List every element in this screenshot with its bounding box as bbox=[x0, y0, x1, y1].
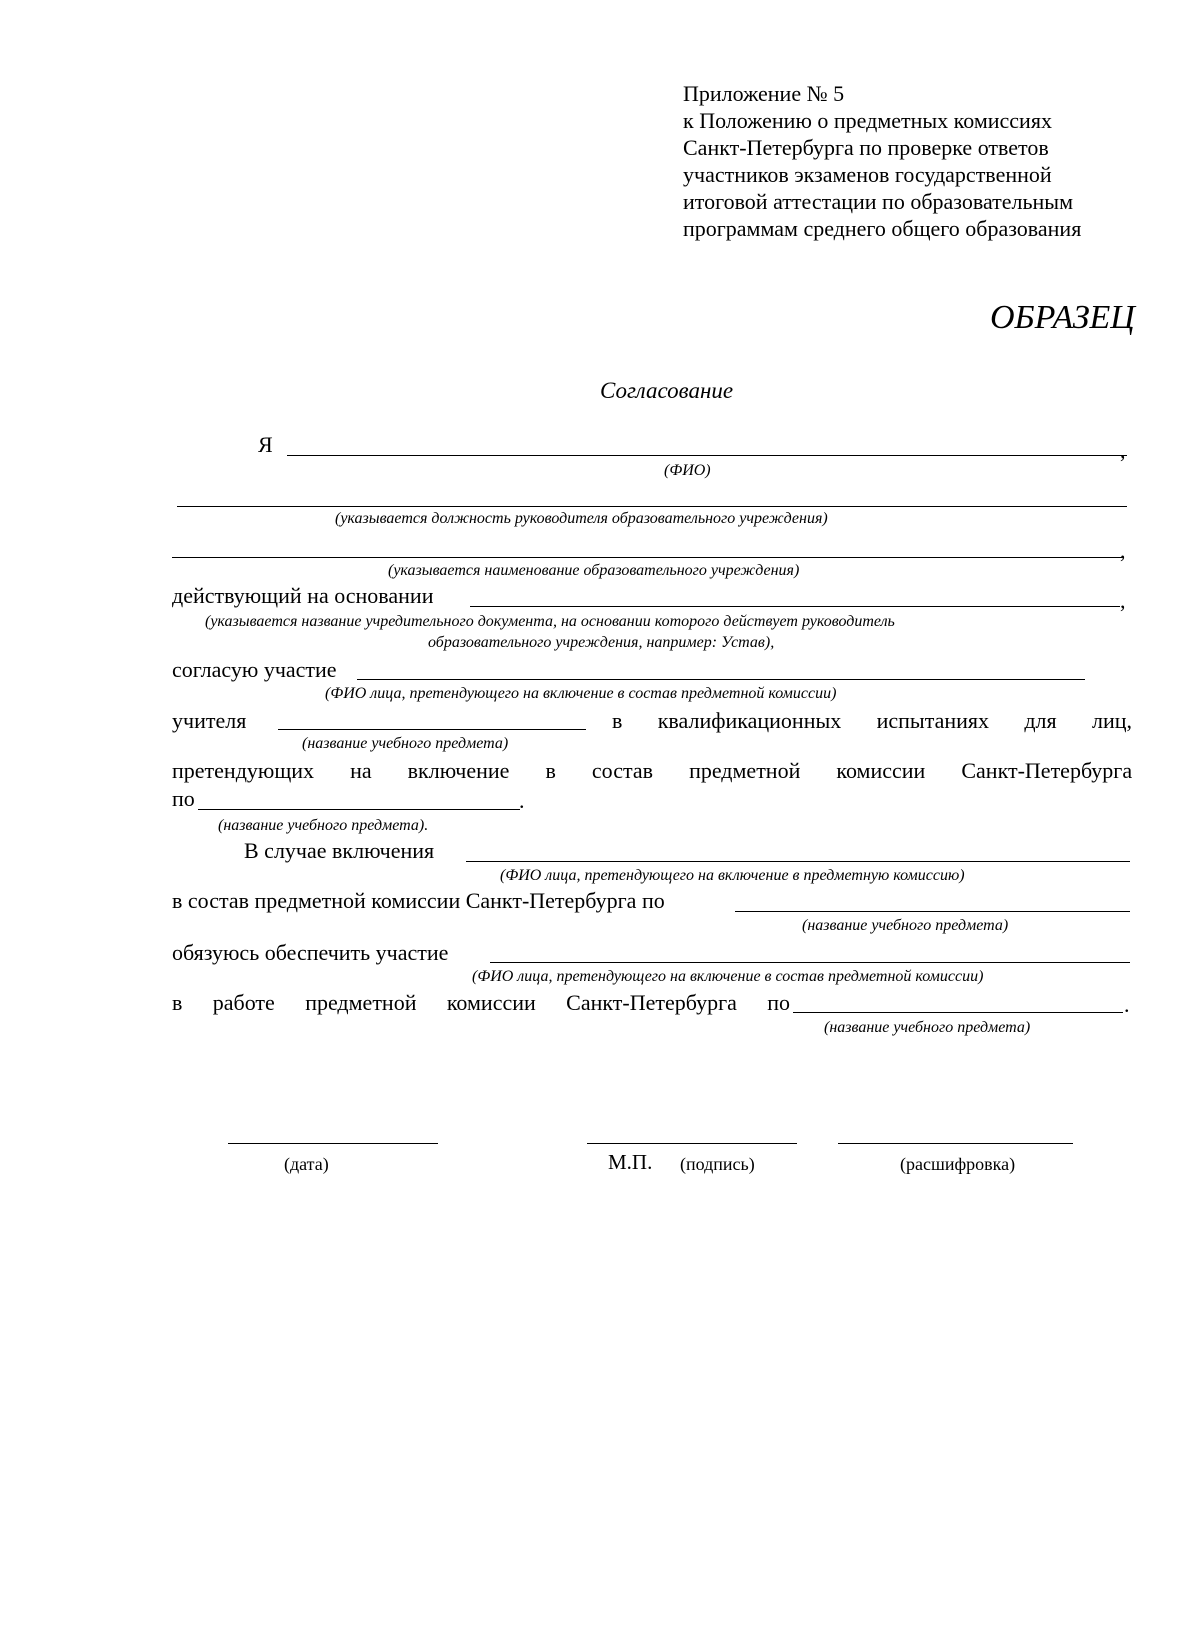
word: включение bbox=[407, 758, 510, 783]
word: Санкт-Петербурга bbox=[961, 758, 1133, 783]
word: предметной bbox=[305, 990, 417, 1015]
header-line: итоговой аттестации по образовательным bbox=[683, 189, 1074, 214]
appendix-header bbox=[683, 80, 1081, 242]
document-caption: (указывается название учредительного документа, на основании которого действует руководитель bbox=[205, 613, 895, 630]
word: предметной bbox=[689, 758, 801, 783]
word: комиссии bbox=[836, 758, 926, 783]
teacher-label: учителя bbox=[172, 708, 247, 733]
word: по bbox=[767, 990, 791, 1015]
mp-label: М.П. bbox=[608, 1150, 653, 1174]
document-caption: образовательного учреждения, например: Устав), bbox=[428, 634, 775, 651]
subject-caption: (название учебного предмета) bbox=[302, 735, 509, 752]
subject-field-line-1[interactable] bbox=[278, 729, 586, 730]
comma: , bbox=[1120, 438, 1126, 463]
in-case-label: В случае включения bbox=[244, 838, 435, 863]
word: для bbox=[1024, 708, 1057, 733]
word: Санкт-Петербурга bbox=[566, 990, 737, 1015]
position-field-line[interactable] bbox=[177, 506, 1127, 507]
sign-label: (подпись) bbox=[680, 1154, 755, 1174]
comma: , bbox=[1120, 538, 1126, 563]
subject-caption: (название учебного предмета) bbox=[802, 917, 1009, 934]
ensure-label: обязуюсь обеспечить участие bbox=[172, 940, 449, 965]
institution-field-line[interactable] bbox=[172, 557, 1122, 558]
candidate-field-line[interactable] bbox=[357, 679, 1085, 680]
header-line: участников экзаменов государственной bbox=[683, 162, 1052, 187]
teacher-rest bbox=[612, 708, 1132, 734]
word: испытаниях bbox=[876, 708, 990, 733]
header-line: Приложение № 5 bbox=[683, 81, 845, 106]
position-caption: (указывается должность руководителя образовательного учреждения) bbox=[335, 510, 828, 527]
ensure-caption: (ФИО лица, претендующего на включение в состав предметной комиссии) bbox=[472, 968, 984, 985]
subject-field-line-3[interactable] bbox=[735, 911, 1130, 912]
sign-field-line[interactable] bbox=[587, 1143, 797, 1144]
institution-caption: (указывается наименование образовательного учреждения) bbox=[388, 562, 800, 579]
sample-stamp: ОБРАЗЕЦ bbox=[990, 299, 1135, 336]
word: работе bbox=[212, 990, 275, 1015]
header-line: Санкт-Петербурга по проверке ответов bbox=[683, 135, 1049, 160]
acting-label: действующий на основании bbox=[172, 583, 434, 608]
document-field-line[interactable] bbox=[470, 606, 1120, 607]
word: в bbox=[545, 758, 556, 783]
subject-caption: (название учебного предмета) bbox=[824, 1019, 1031, 1036]
word: лиц, bbox=[1092, 708, 1133, 733]
header-line: программам среднего общего образования bbox=[683, 216, 1082, 241]
period: . bbox=[1124, 992, 1130, 1017]
candidate-field-line-3[interactable] bbox=[490, 962, 1130, 963]
in-case-caption: (ФИО лица, претендующего на включение в предметную комиссию) bbox=[500, 867, 965, 884]
work-line bbox=[172, 990, 790, 1016]
commission-label: в состав предметной комиссии Санкт-Петербурга по bbox=[172, 888, 665, 913]
claiming-line bbox=[172, 758, 1132, 784]
word: на bbox=[350, 758, 372, 783]
fio-caption: (ФИО) bbox=[664, 462, 711, 479]
candidate-caption: (ФИО лица, претендующего на включение в состав предметной комиссии) bbox=[325, 685, 837, 702]
word: квалификационных bbox=[657, 708, 842, 733]
decode-label: (расшифровка) bbox=[900, 1154, 1016, 1174]
decode-field-line[interactable] bbox=[838, 1143, 1073, 1144]
word: в bbox=[172, 990, 183, 1015]
agree-label: согласую участие bbox=[172, 657, 337, 682]
po-label: по bbox=[172, 786, 195, 811]
fio-field-line[interactable] bbox=[287, 455, 1127, 456]
word: претендующих bbox=[172, 758, 315, 783]
word: состав bbox=[591, 758, 654, 783]
document-title: Согласование bbox=[600, 378, 734, 403]
candidate-field-line-2[interactable] bbox=[466, 861, 1130, 862]
date-field-line[interactable] bbox=[228, 1143, 438, 1144]
word: в bbox=[612, 708, 623, 733]
date-label: (дата) bbox=[284, 1154, 329, 1174]
subject-field-line-4[interactable] bbox=[793, 1012, 1123, 1013]
period: . bbox=[519, 788, 525, 813]
ya-label: Я bbox=[258, 432, 273, 457]
word: комиссии bbox=[446, 990, 536, 1015]
header-line: к Положению о предметных комиссиях bbox=[683, 108, 1052, 133]
subject-caption: (название учебного предмета). bbox=[218, 817, 429, 834]
comma: , bbox=[1120, 588, 1126, 613]
subject-field-line-2[interactable] bbox=[198, 809, 520, 810]
